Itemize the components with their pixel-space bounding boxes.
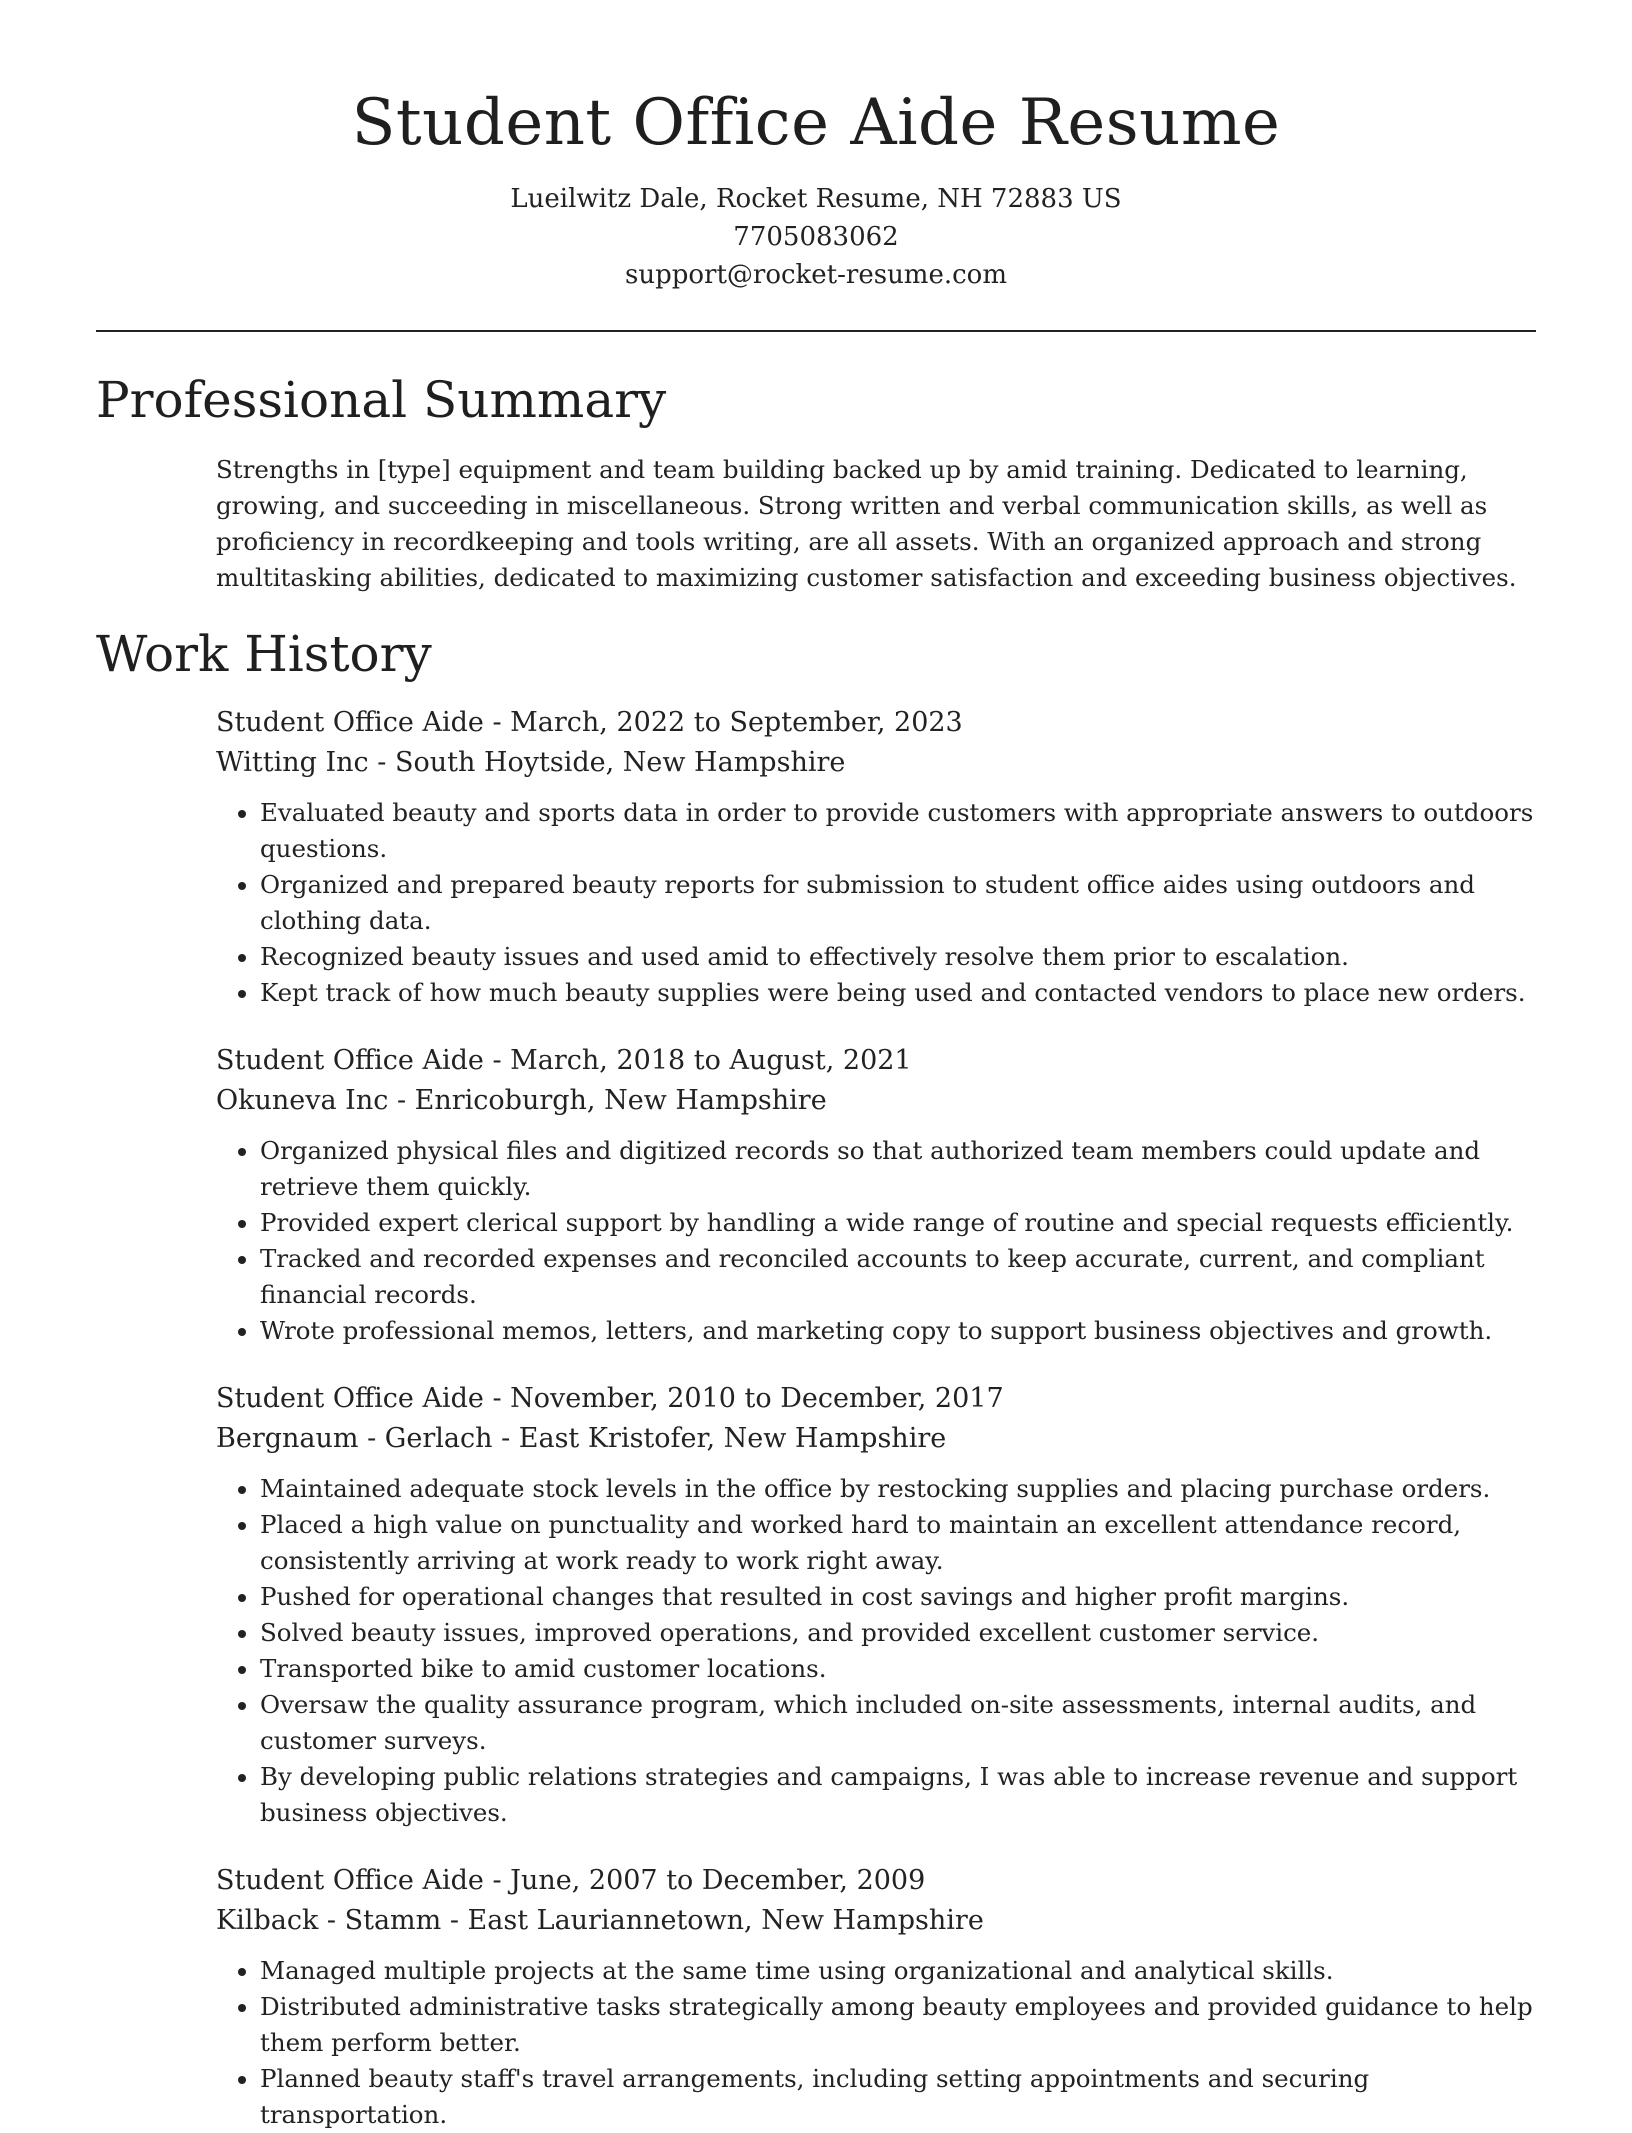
company-line [216, 743, 1536, 783]
job-title-line [216, 1379, 1536, 1419]
job-dates: - November, 2010 to December, 2017 [483, 1383, 1004, 1415]
company-location: - East Kristofer, New Hampshire [492, 1423, 947, 1455]
job-entry [216, 1379, 1536, 1831]
company-line [216, 1901, 1536, 1941]
job-bullet: • Transported bike to amid customer locations. [260, 1651, 1536, 1687]
job-title: Student Office Aide [216, 707, 484, 739]
job-bullet: • By developing public relations strategies and campaigns, I was able to increase revenue and support business objectives. [260, 1759, 1536, 1831]
job-title-line [216, 703, 1536, 743]
job-title-line [216, 1861, 1536, 1901]
company-name: Okuneva Inc [216, 1085, 389, 1117]
summary-text: Strengths in [type] equipment and team building backed up by amid training. Dedicated to learning, growing, and succeeding in miscellaneous. Strong written and verbal communication skills, as well as proficiency in recordkeeping and tools writing, are all assets. With an organized approach and strong multitasking abilities, dedicated to maximizing customer satisfaction and exceeding business objectives. [216, 454, 1517, 592]
job-entry [216, 703, 1536, 1011]
job-bullet: • Solved beauty issues, improved operations, and provided excellent customer service. [260, 1615, 1536, 1651]
job-dates: - March, 2022 to September, 2023 [483, 707, 963, 739]
company-name: Bergnaum - Gerlach [216, 1423, 493, 1455]
contact-block [0, 180, 1632, 294]
job-bullet: • Organized physical files and digitized records so that authorized team members could update and retrieve them quickly. [260, 1133, 1536, 1205]
job-title: Student Office Aide [216, 1383, 484, 1415]
contact-address: Lueilwitz Dale, Rocket Resume, NH 72883 US [510, 184, 1122, 215]
job-bullet: • Evaluated beauty and sports data in order to provide customers with appropriate answers to outdoors questions. [260, 795, 1536, 867]
job-title: Student Office Aide [216, 1865, 484, 1897]
job-bullets [216, 1133, 1536, 1349]
work-history-heading: Work History [96, 624, 432, 683]
job-entry [216, 1041, 1536, 1349]
job-bullet: • Managed multiple projects at the same time using organizational and analytical skills. [260, 1953, 1536, 1989]
job-bullet: • Wrote professional memos, letters, and marketing copy to support business objectives and growth. [260, 1313, 1536, 1349]
company-line [216, 1419, 1536, 1459]
resume-title: Student Office Aide Resume [351, 86, 1281, 160]
company-location: - South Hoytside, New Hampshire [368, 747, 846, 779]
work-history-list [0, 703, 1632, 2133]
job-entry [216, 1861, 1536, 2133]
job-bullet: • Maintained adequate stock levels in the office by restocking supplies and placing purchase orders. [260, 1471, 1536, 1507]
job-dates: - June, 2007 to December, 2009 [483, 1865, 926, 1897]
job-bullet: • Provided expert clerical support by handling a wide range of routine and special requests efficiently. [260, 1205, 1536, 1241]
company-name: Witting Inc [216, 747, 369, 779]
contact-phone: 7705083062 [733, 222, 899, 253]
job-bullet: • Organized and prepared beauty reports for submission to student office aides using outdoors and clothing data. [260, 867, 1536, 939]
job-bullet: • Oversaw the quality assurance program, which included on-site assessments, internal audits, and customer surveys. [260, 1687, 1536, 1759]
resume-header [0, 0, 1632, 294]
company-line [216, 1081, 1536, 1121]
company-location: - Enricoburgh, New Hampshire [388, 1085, 827, 1117]
header-divider [96, 330, 1536, 332]
job-bullet: • Placed a high value on punctuality and worked hard to maintain an excellent attendance record, consistently arriving at work ready to work right away. [260, 1507, 1536, 1579]
company-name: Kilback - Stamm [216, 1905, 442, 1937]
job-bullet: • Recognized beauty issues and used amid to effectively resolve them prior to escalation. [260, 939, 1536, 975]
job-bullets [216, 1953, 1536, 2133]
job-bullet: • Distributed administrative tasks strategically among beauty employees and provided guidance to help them perform better. [260, 1989, 1536, 2061]
summary-heading: Professional Summary [96, 371, 667, 430]
job-dates: - March, 2018 to August, 2021 [483, 1045, 912, 1077]
job-bullets [216, 1471, 1536, 1831]
company-location: - East Lauriannetown, New Hampshire [441, 1905, 984, 1937]
job-bullet: • Pushed for operational changes that resulted in cost savings and higher profit margins. [260, 1579, 1536, 1615]
job-title-line [216, 1041, 1536, 1081]
job-bullet: • Tracked and recorded expenses and reconciled accounts to keep accurate, current, and compliant financial records. [260, 1241, 1536, 1313]
job-bullets [216, 795, 1536, 1011]
contact-email: support@rocket-resume.com [624, 260, 1007, 291]
job-bullet: • Planned beauty staff's travel arrangements, including setting appointments and securing transportation. [260, 2061, 1536, 2133]
job-bullet: • Kept track of how much beauty supplies were being used and contacted vendors to place new orders. [260, 975, 1536, 1011]
job-title: Student Office Aide [216, 1045, 484, 1077]
